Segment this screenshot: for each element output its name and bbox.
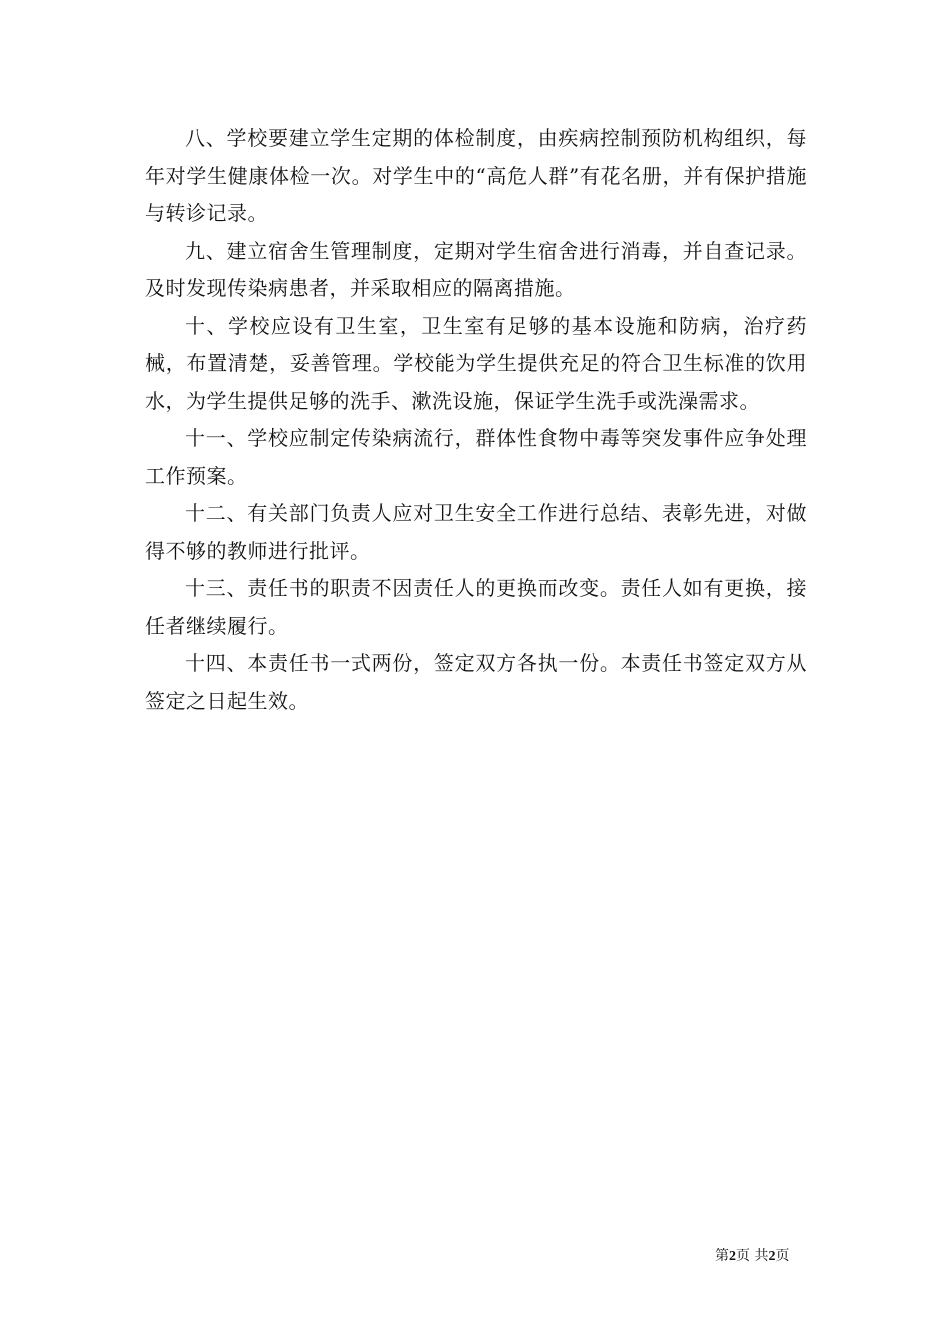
- paragraph-11: 十一、学校应制定传染病流行，群体性食物中毒等突发事件应争处理工作预案。: [145, 426, 807, 488]
- footer-prefix: 第: [715, 1248, 729, 1264]
- footer-suffix: 页: [775, 1248, 790, 1264]
- paragraph-9: 九、建立宿舍生管理制度，定期对学生宿舍进行消毒，并自查记录。及时发现传染病患者，并采取相应的隔离措施。: [145, 238, 807, 300]
- paragraph-10: 十、学校应设有卫生室，卫生室有足够的基本设施和防病，治疗药械，布置清楚，妥善管理。学校能为学生提供充足的符合卫生标准的饮用水，为学生提供足够的洗手、漱洗设施，保证学生洗手或洗澡需求。: [145, 313, 807, 413]
- paragraph-8: 八、学校要建立学生定期的体检制度，由疾病控制预防机构组织，每年对学生健康体检一次。对学生中的“高危人群”有花名册，并有保护措施与转诊记录。: [145, 126, 807, 225]
- page-number-footer: [715, 1247, 825, 1266]
- paragraph-13: 十三、责任书的职责不因责任人的更换而改变。责任人如有更换，接任者继续履行。: [145, 576, 807, 638]
- document-body: [145, 120, 807, 720]
- current-page-number: 2: [729, 1249, 736, 1264]
- paragraph-14: 十四、本责任书一式两份，签定双方各执一份。本责任书签定双方从签定之日起生效。: [145, 651, 807, 713]
- footer-middle: 页 共: [736, 1248, 769, 1264]
- paragraph-12: 十二、有关部门负责人应对卫生安全工作进行总结、表彰先进，对做得不够的教师进行批评。: [145, 501, 807, 563]
- total-page-number: 2: [768, 1249, 776, 1264]
